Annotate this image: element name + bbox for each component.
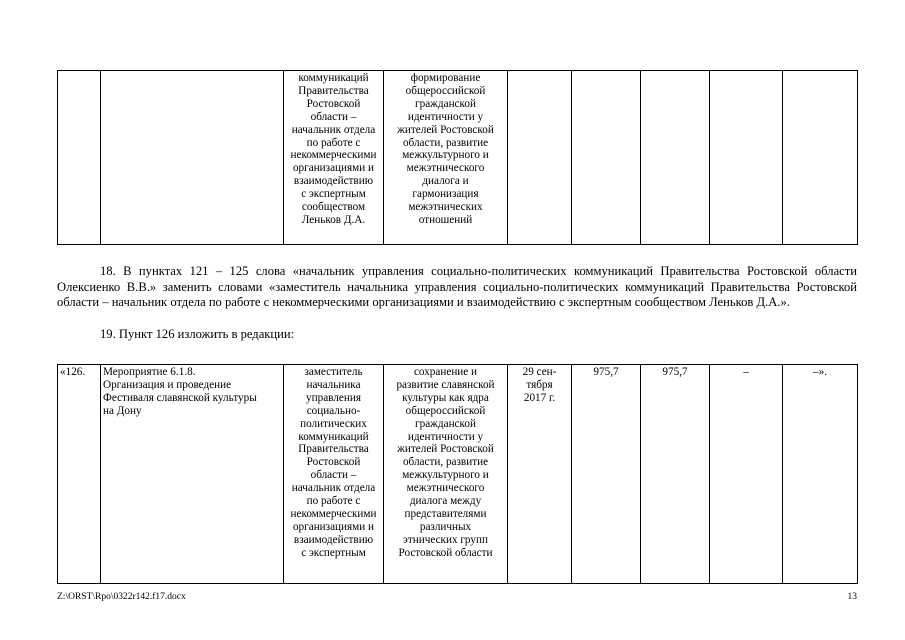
cell-date: 29 сен- тября 2017 г. xyxy=(508,365,572,584)
cell-number: «126. xyxy=(58,365,101,584)
table-continued-top xyxy=(57,70,858,245)
table-row xyxy=(58,365,858,584)
table-row xyxy=(58,71,858,245)
cell-value-3: – xyxy=(710,365,783,584)
cell-value-1 xyxy=(572,71,641,245)
cell-responsible: заместитель начальника управления социально- политических коммуникаций Правительства Ростовской области – начальник отдела по работе с некоммерческими организациями и взаимодействию с экспертным xyxy=(284,365,384,584)
cell-value-4: –». xyxy=(783,365,858,584)
cell-value-1: 975,7 xyxy=(572,365,641,584)
cell-value-4 xyxy=(783,71,858,245)
cell-value-2 xyxy=(641,71,710,245)
paragraph-18: 18. В пунктах 121 – 125 слова «начальник управления социально-политических коммуникаций Правительства Ростовской области Олексиенко В.В.» заменить словами «заместитель начальника управления социально-политических коммуникаций Правительства Ростовской области – начальник отдела по работе с некоммерческими организациями и взаимодействию с экспертным сообществом Леньков Д.А.». xyxy=(57,264,857,310)
cell-event xyxy=(101,71,284,245)
cell-event: Мероприятие 6.1.8. Организация и проведение Фестиваля славянской культуры на Дону xyxy=(101,365,284,584)
cell-value-3 xyxy=(710,71,783,245)
cell-result: сохранение и развитие славянской культуры как ядра общероссийской гражданской идентичности у жителей Ростовской области, развитие межкультурного и межэтнического диалога между представителями различных этнических групп Ростовской области xyxy=(384,365,508,584)
cell-responsible: коммуникаций Правительства Ростовской области – начальник отдела по работе с некоммерческими организациями и взаимодействию с экспертным сообществом Леньков Д.А. xyxy=(284,71,384,245)
cell-result: формирование общероссийской гражданской идентичности у жителей Ростовской области, развитие межкультурного и межэтнического диалога и гармонизация межэтнических отношений xyxy=(384,71,508,245)
cell-date xyxy=(508,71,572,245)
paragraph-19: 19. Пункт 126 изложить в редакции: xyxy=(100,327,295,341)
cell-value-2: 975,7 xyxy=(641,365,710,584)
table-item-126 xyxy=(57,364,858,584)
page-number: 13 xyxy=(847,592,857,602)
cell-number xyxy=(58,71,101,245)
footer-file-path: Z:\ORST\Rpo\0322r142.f17.docx xyxy=(57,592,186,602)
